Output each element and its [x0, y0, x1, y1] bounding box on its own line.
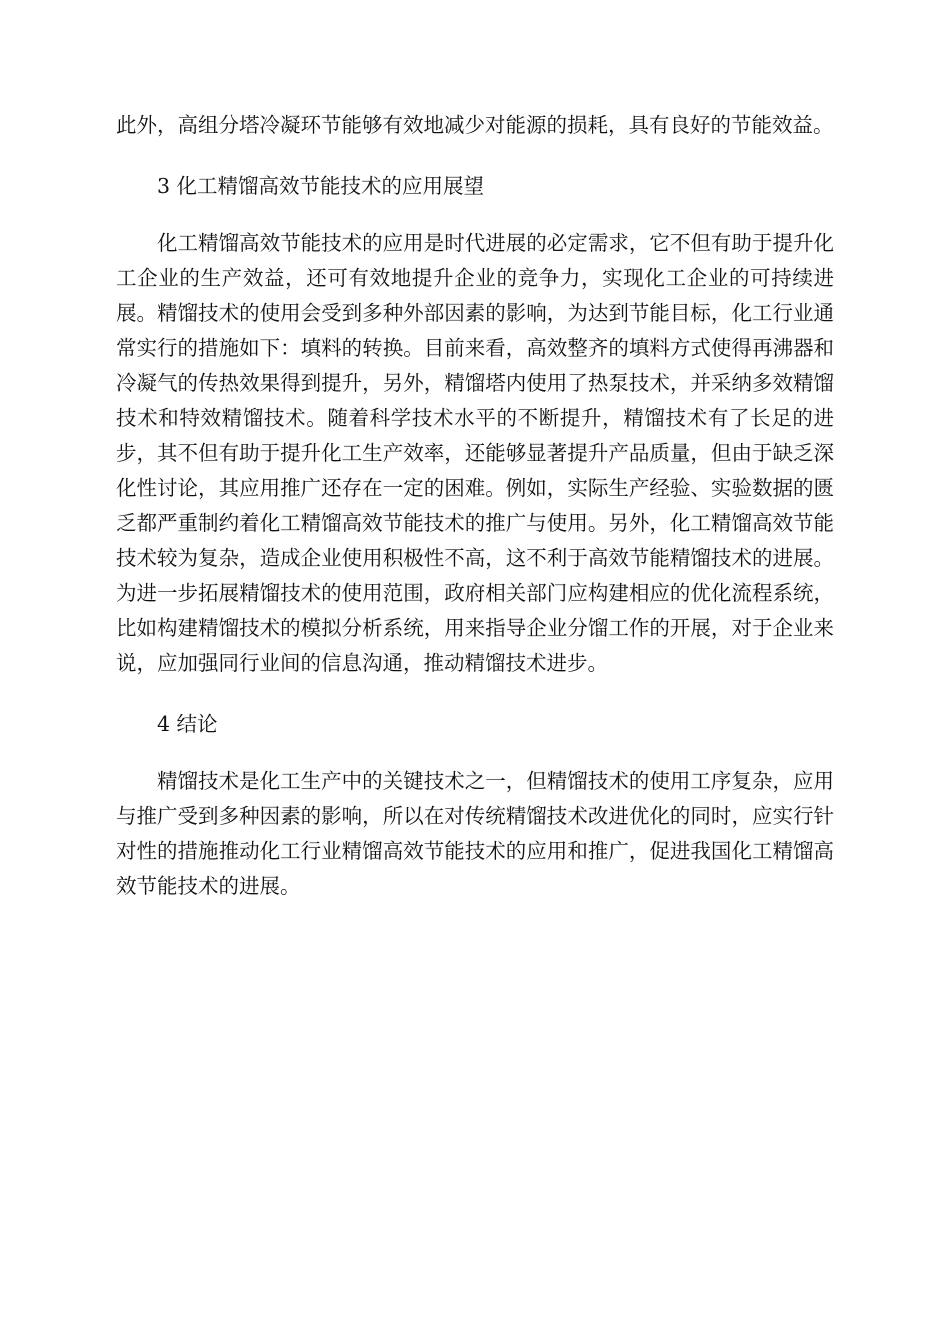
paragraph-energy-saving-intro: 此外，高组分塔冷凝环节能够有效地减少对能源的损耗，具有良好的节能效益。 [116, 113, 834, 137]
section-heading-application-outlook: 3 化工精馏高效节能技术的应用展望 [157, 174, 485, 198]
document-page [116, 108, 834, 904]
paragraph-application-outlook: 化工精馏高效节能技术的应用是时代进展的必定需求，它不但有助于提升化工企业的生产效益，还可有效地提升企业的竞争力，实现化工企业的可持续进展。精馏技术的使用会受到多种外部因素的影响，为达到节能目标，化工行业通常实行的措施如下：填料的转换。目前来看，高效整齐的填料方式使得再沸器和冷凝气的传热效果得到提升，另外，精馏塔内使用了热泵技术，并采纳多效精馏技术和特效精馏技术。随着科学技术水平的不断提升，精馏技术有了长足的进步，其不但有助于提升化工生产效率，还能够显著提升产品质量，但由于缺乏深化性讨论，其应用推广还存在一定的困难。例如，实际生产经验、实验数据的匮乏都严重制约着化工精馏高效节能技术的推广与使用。另外，化工精馏高效节能技术较为复杂，造成企业使用积极性不高，这不利于高效节能精馏技术的进展。为进一步拓展精馏技术的使用范围，政府相关部门应构建相应的优化流程系统，比如构建精馏技术的模拟分析系统，用来指导企业分馏工作的开展，对于企业来说，应加强同行业间的信息沟通，推动精馏技术进步。 [116, 231, 834, 675]
paragraph-conclusion: 精馏技术是化工生产中的关键技术之一，但精馏技术的使用工序复杂，应用与推广受到多种因素的影响，所以在对传统精馏技术改进优化的同时，应实行针对性的措施推动化工行业精馏高效节能技术的应用和推广，促进我国化工精馏高效节能技术的进展。 [116, 769, 834, 898]
section-heading-conclusion: 4 结论 [157, 712, 218, 736]
